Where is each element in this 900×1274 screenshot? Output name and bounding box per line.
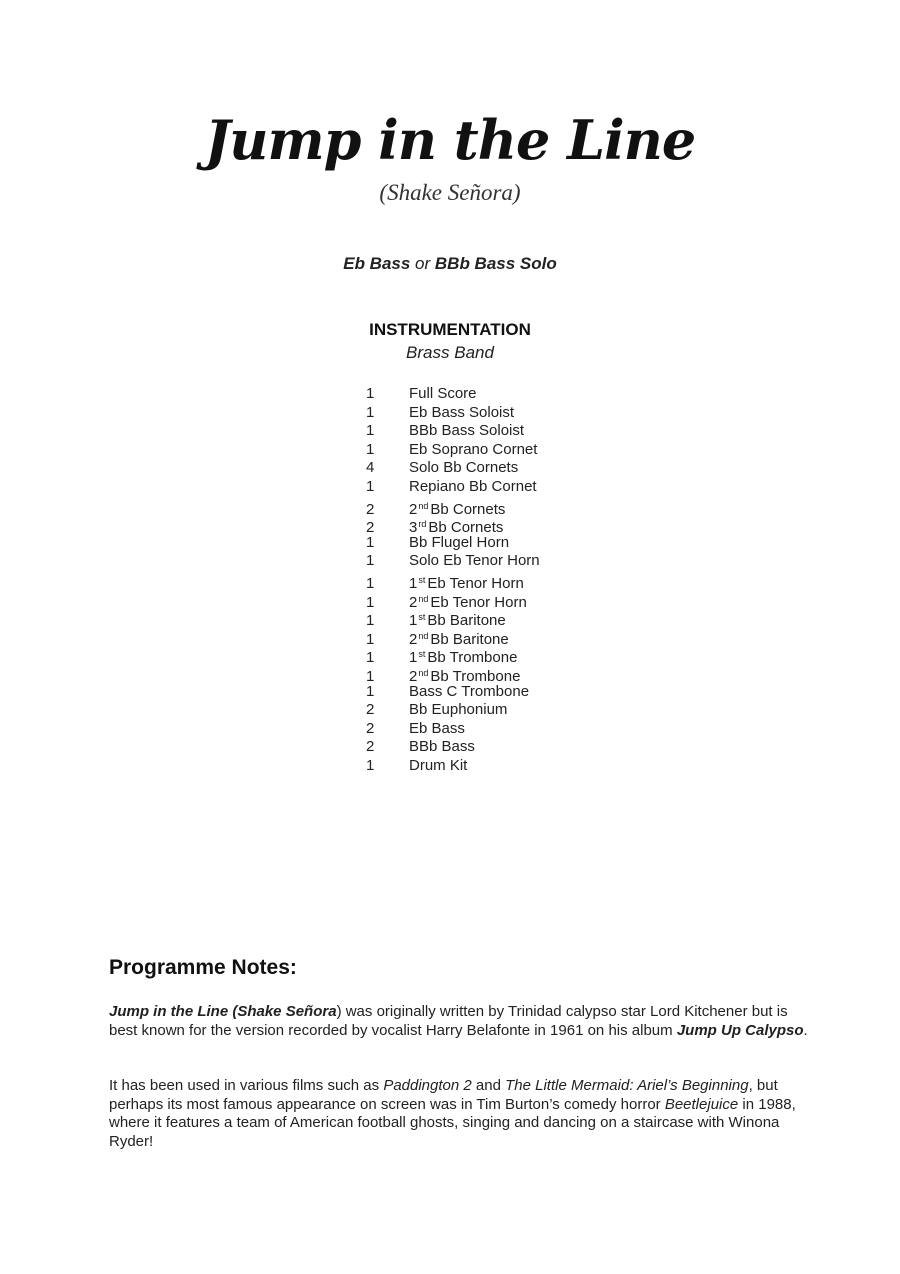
film-title: Paddington 2 — [383, 1077, 472, 1094]
instrument-name: Bb Flugel Horn — [409, 533, 510, 551]
instrument-quantity: 4 — [366, 459, 375, 477]
film-title: The Little Mermaid: Ariel’s Beginning — [505, 1077, 749, 1094]
instrument-row — [366, 645, 626, 667]
instrument-row — [366, 701, 626, 720]
instrument-name: Eb Tenor Horn — [427, 574, 524, 592]
programme-notes-paragraph-2 — [109, 1077, 809, 1151]
instrument-name: Solo Eb Tenor Horn — [409, 552, 540, 570]
instrument-quantity: 2 — [366, 500, 375, 518]
instrument-quantity: 1 — [366, 667, 375, 685]
instrument-name: Full Score — [409, 385, 477, 402]
instrument-quantity: 1 — [366, 649, 375, 667]
instrument-quantity: 1 — [366, 440, 375, 458]
song-title: Jump in the Line (Shake Señora — [109, 1003, 337, 1020]
album-title: Jump Up Calypso — [676, 1021, 804, 1039]
note-text: . — [803, 1021, 808, 1039]
instrument-name: Solo Bb Cornets — [409, 459, 519, 477]
solo-or: or — [410, 254, 435, 273]
instrument-name: Bb Trombone — [427, 649, 518, 667]
note-text: and — [471, 1077, 506, 1094]
note-text: ) was originally written by Trinidad calypso star Lord Kitchener but is best known for the version recorded by vocalist Harry Belafonte in 1961 on his album — [109, 1003, 788, 1039]
instrument-ordinal-suffix: nd — [418, 500, 429, 511]
instrument-name: Eb Tenor Horn — [430, 593, 527, 611]
instrument-quantity: 2 — [366, 738, 375, 756]
instrument-row — [366, 738, 626, 757]
instrument-row — [366, 422, 626, 441]
instrument-row — [366, 497, 626, 516]
instrument-name: Bb Trombone — [430, 667, 521, 685]
instrument-name: Repiano Bb Cornet — [409, 477, 537, 495]
instrument-quantity: 1 — [366, 422, 375, 440]
instrument-ordinal-number: 2 — [409, 630, 418, 648]
instrument-quantity: 1 — [366, 630, 375, 648]
instrument-quantity: 1 — [366, 756, 375, 774]
film-title: Beetlejuice — [664, 1095, 739, 1113]
instrument-row — [366, 441, 626, 460]
instrument-name: Bb Euphonium — [409, 701, 508, 719]
instrument-row — [366, 404, 626, 423]
instrument-ordinal-number: 1 — [409, 574, 418, 592]
instrument-name: Bb Baritone — [427, 612, 506, 630]
instrument-quantity: 1 — [366, 682, 375, 700]
instrument-row — [366, 552, 626, 571]
instrument-quantity: 1 — [366, 385, 375, 402]
instrument-row — [366, 608, 626, 630]
instrument-row — [366, 590, 626, 609]
instrument-ordinal-number: 1 — [409, 612, 418, 630]
instrument-row — [366, 664, 626, 683]
solo-part-bbb: BBb Bass Solo — [434, 254, 557, 273]
programme-notes-heading: Programme Notes: — [109, 956, 297, 979]
instrument-row — [366, 627, 626, 646]
instrument-row — [366, 757, 626, 776]
instrument-ordinal-number: 2 — [409, 593, 418, 611]
instrument-name: Eb Bass Soloist — [409, 403, 515, 421]
note-text: in 1988, where it features a team of American football ghosts, singing and dancing on a staircase with Winona Ryder! — [109, 1095, 796, 1150]
instrument-name: Bb Baritone — [430, 630, 509, 648]
instrument-name: Bb Cornets — [430, 500, 506, 518]
instrument-ordinal-suffix: nd — [418, 667, 429, 678]
instrument-row — [366, 515, 626, 537]
instrument-name: Bass C Trombone — [409, 682, 530, 700]
instrument-quantity: 1 — [366, 533, 375, 551]
instrument-quantity: 1 — [366, 612, 375, 630]
note-text: It has been used in various films such as — [109, 1077, 384, 1094]
instrument-quantity: 1 — [366, 477, 375, 495]
instrument-row — [366, 385, 626, 404]
instrument-row — [366, 571, 626, 590]
instrument-quantity: 1 — [366, 593, 375, 611]
instrument-ordinal-number: 3 — [409, 519, 418, 537]
instrument-row — [366, 720, 626, 739]
instrument-quantity: 1 — [366, 574, 375, 592]
solo-part-eb: Eb Bass — [343, 254, 411, 273]
instrument-name: Eb Soprano Cornet — [409, 440, 538, 458]
page-title: Jump in the Line — [204, 108, 696, 172]
instrumentation-heading: INSTRUMENTATION — [369, 320, 531, 339]
instrument-ordinal-suffix: rd — [418, 519, 427, 530]
instrument-name: BBb Bass Soloist — [409, 422, 525, 440]
programme-notes-paragraph-1 — [109, 1003, 809, 1040]
instrument-ordinal-number: 2 — [409, 500, 418, 518]
instrument-row — [366, 478, 626, 497]
instrument-quantity: 2 — [366, 519, 375, 537]
instrument-ordinal-suffix: st — [418, 574, 426, 585]
instrument-quantity: 1 — [366, 403, 375, 421]
instrument-ordinal-number: 1 — [409, 649, 418, 667]
instrumentation-subheading: Brass Band — [406, 343, 494, 362]
instrument-name: Eb Bass — [409, 719, 465, 737]
instrument-quantity: 2 — [366, 719, 375, 737]
instrumentation-list — [366, 385, 626, 775]
instrument-ordinal-suffix: st — [418, 612, 426, 623]
solo-designation — [0, 254, 900, 274]
instrument-ordinal-suffix: nd — [418, 593, 429, 604]
instrument-row — [366, 683, 626, 702]
instrument-ordinal-suffix: nd — [418, 630, 429, 641]
instrument-row — [366, 534, 626, 553]
note-text: , but perhaps its most famous appearance on screen was in Tim Burton’s comedy horror — [109, 1077, 778, 1113]
instrument-name: Bb Cornets — [428, 519, 504, 537]
instrument-ordinal-number: 2 — [409, 667, 418, 685]
instrument-quantity: 1 — [366, 552, 375, 570]
instrument-quantity: 2 — [366, 701, 375, 719]
instrument-name: Drum Kit — [409, 756, 468, 774]
page-subtitle: (Shake Señora) — [379, 180, 521, 205]
instrument-ordinal-suffix: st — [418, 649, 426, 660]
instrument-name: BBb Bass — [409, 738, 475, 756]
instrument-row — [366, 459, 626, 478]
